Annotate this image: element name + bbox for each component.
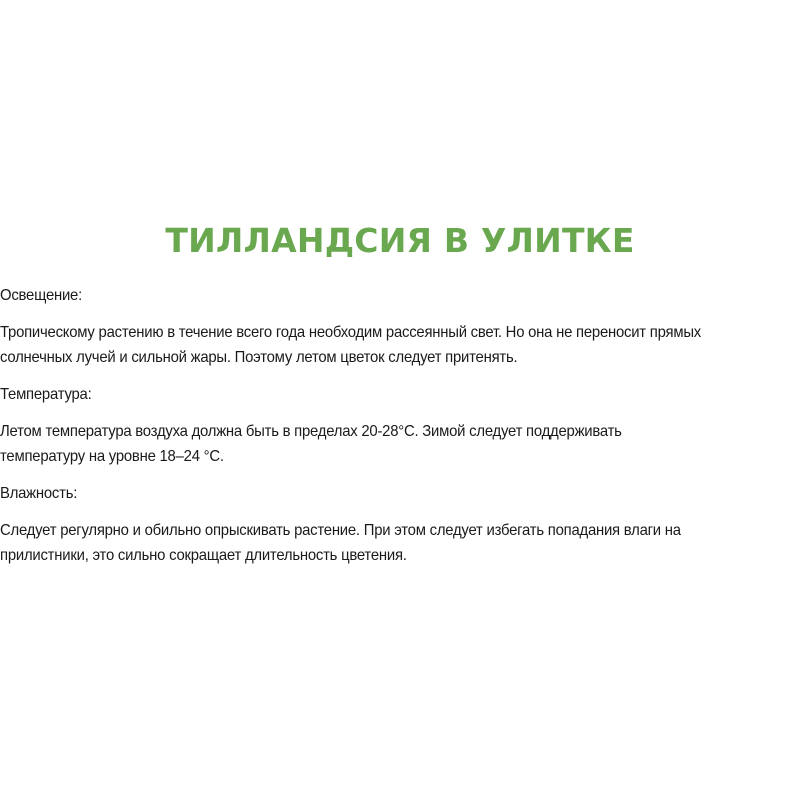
lighting-text-line-2: солнечных лучей и сильной жары. Поэтому летом цветок следует притенять. [0,349,518,366]
humidity-text-line-1: Следует регулярно и обильно опрыскивать растение. При этом следует избегать попадания влаги на [0,522,681,539]
temperature-heading: Температура: [0,386,92,403]
temperature-text-line-1: Летом температура воздуха должна быть в пределах 20-28°С. Зимой следует поддерживать [0,423,622,440]
lighting-heading: Освещение: [0,287,82,304]
page-title: ТИЛЛАНДСИЯ В УЛИТКЕ [165,221,635,260]
lighting-text [0,320,800,370]
humidity-heading: Влажность: [0,485,78,502]
humidity-text [0,518,800,568]
care-instructions [0,283,800,580]
lighting-text-line-1: Тропическому растению в течение всего года необходим рассеянный свет. Но она не переносит прямых [0,324,701,341]
humidity-text-line-2: прилистники, это сильно сокращает длительность цветения. [0,547,407,564]
temperature-text-line-2: температуру на уровне 18–24 °С. [0,448,224,465]
temperature-text [0,419,800,469]
